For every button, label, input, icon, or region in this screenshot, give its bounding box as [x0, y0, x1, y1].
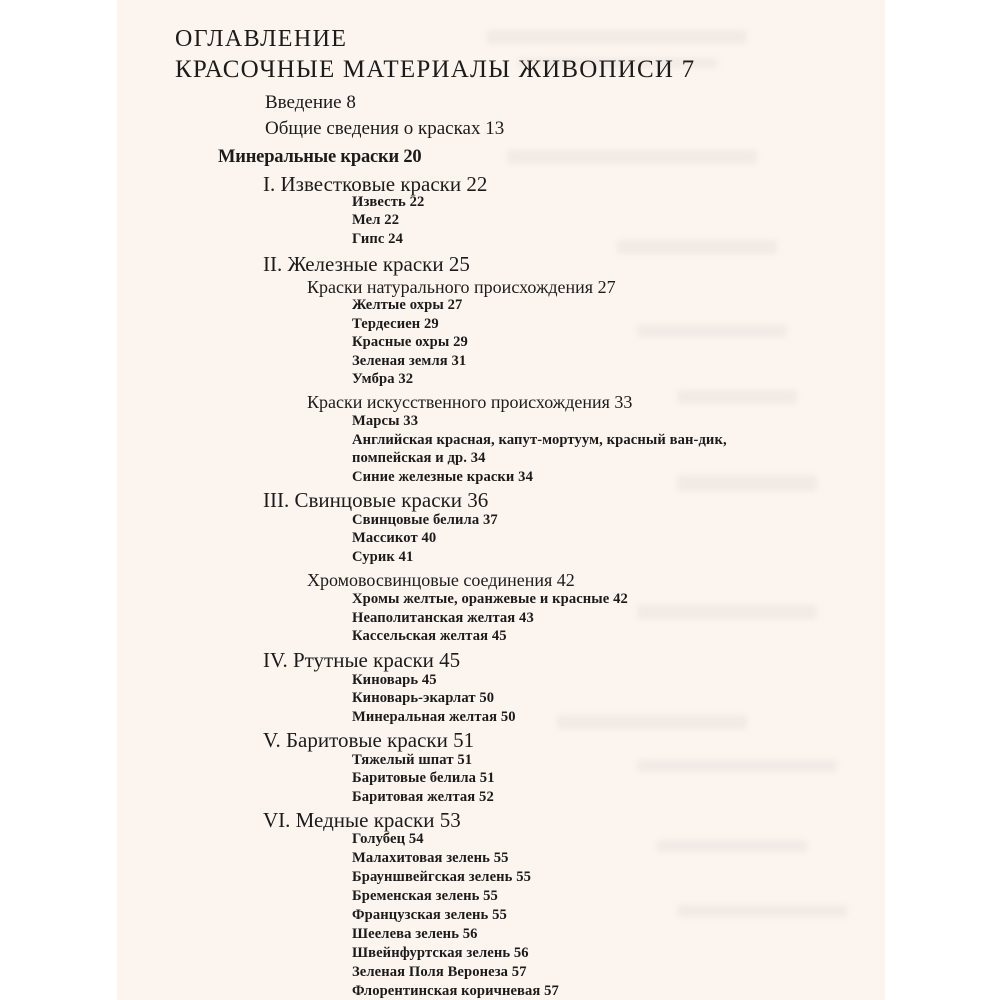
- show-through-smudge: [617, 240, 777, 254]
- show-through-smudge: [487, 30, 747, 44]
- toc-item: Хромы желтые, оранжевые и красные 42: [352, 591, 628, 607]
- toc-chapter-4: IV. Ртутные краски 45: [263, 648, 461, 672]
- toc-item: Мел 22: [352, 212, 400, 228]
- toc-item: помпейская и др. 34: [352, 450, 486, 466]
- toc-item: Малахитовая зелень 55: [352, 850, 509, 866]
- show-through-smudge: [557, 715, 747, 729]
- toc-heading: ОГЛАВЛЕНИЕ: [175, 26, 348, 52]
- toc-item: Синие железные краски 34: [352, 469, 533, 485]
- toc-item: Бременская зелень 55: [352, 888, 498, 904]
- toc-item: Умбра 32: [352, 371, 414, 387]
- toc-item: Швейнфуртская зелень 56: [352, 945, 529, 961]
- toc-chapter-2: II. Железные краски 25: [263, 252, 470, 276]
- toc-item: Баритовые белила 51: [352, 770, 495, 786]
- show-through-smudge: [677, 390, 797, 404]
- show-through-smudge: [677, 475, 817, 491]
- toc-item: Тердесиен 29: [352, 316, 439, 332]
- show-through-smudge: [657, 840, 807, 852]
- toc-item: Брауншвейгская зелень 55: [352, 869, 532, 885]
- toc-item: Флорентинская коричневая 57: [352, 983, 559, 999]
- toc-item: Кассельская желтая 45: [352, 628, 507, 644]
- toc-subsection: Хромовосвинцовые соединения 42: [307, 570, 575, 590]
- toc-item: Зеленая Поля Веронеза 57: [352, 964, 527, 980]
- toc-part-mineral-paints: Минеральные краски 20: [218, 147, 422, 167]
- toc-item: Массикот 40: [352, 530, 437, 546]
- toc-entry-general-info: Общие сведения о красках 13: [265, 118, 505, 139]
- toc-item: Сурик 41: [352, 549, 414, 565]
- toc-item: Минеральная желтая 50: [352, 709, 516, 725]
- book-title: КРАСОЧНЫЕ МАТЕРИАЛЫ ЖИВОПИСИ 7: [175, 56, 696, 83]
- toc-subsection: Краски искусственного происхождения 33: [307, 392, 633, 412]
- toc-chapter-3: III. Свинцовые краски 36: [263, 488, 489, 512]
- book-page: [117, 0, 885, 1000]
- toc-item: Французская зелень 55: [352, 907, 507, 923]
- toc-item: Киноварь-экарлат 50: [352, 690, 495, 706]
- toc-item: Желтые охры 27: [352, 297, 463, 313]
- show-through-smudge: [637, 605, 817, 619]
- toc-chapter-5: V. Баритовые краски 51: [263, 728, 475, 752]
- toc-item: Красные охры 29: [352, 334, 468, 350]
- show-through-smudge: [677, 905, 847, 917]
- toc-item: Киноварь 45: [352, 672, 437, 688]
- toc-item: Шеелева зелень 56: [352, 926, 478, 942]
- toc-item: Зеленая земля 31: [352, 353, 467, 369]
- toc-item: Баритовая желтая 52: [352, 789, 494, 805]
- toc-entry-introduction: Введение 8: [265, 92, 356, 113]
- toc-subsection: Краски натурального происхождения 27: [307, 277, 616, 297]
- show-through-smudge: [507, 150, 757, 164]
- show-through-smudge: [637, 760, 837, 772]
- toc-item: Свинцовые белила 37: [352, 512, 498, 528]
- show-through-smudge: [637, 325, 787, 337]
- toc-item: Известь 22: [352, 194, 425, 210]
- toc-item: Неаполитанская желтая 43: [352, 610, 534, 626]
- toc-item: Голубец 54: [352, 831, 424, 847]
- toc-chapter-6: VI. Медные краски 53: [263, 808, 461, 832]
- toc-item: Английская красная, капут-мортуум, красный ван-дик,: [352, 432, 727, 448]
- toc-item: Гипс 24: [352, 231, 403, 247]
- toc-chapter-1: I. Известковые краски 22: [263, 172, 488, 196]
- toc-item: Тяжелый шпат 51: [352, 752, 473, 768]
- toc-item: Марсы 33: [352, 413, 419, 429]
